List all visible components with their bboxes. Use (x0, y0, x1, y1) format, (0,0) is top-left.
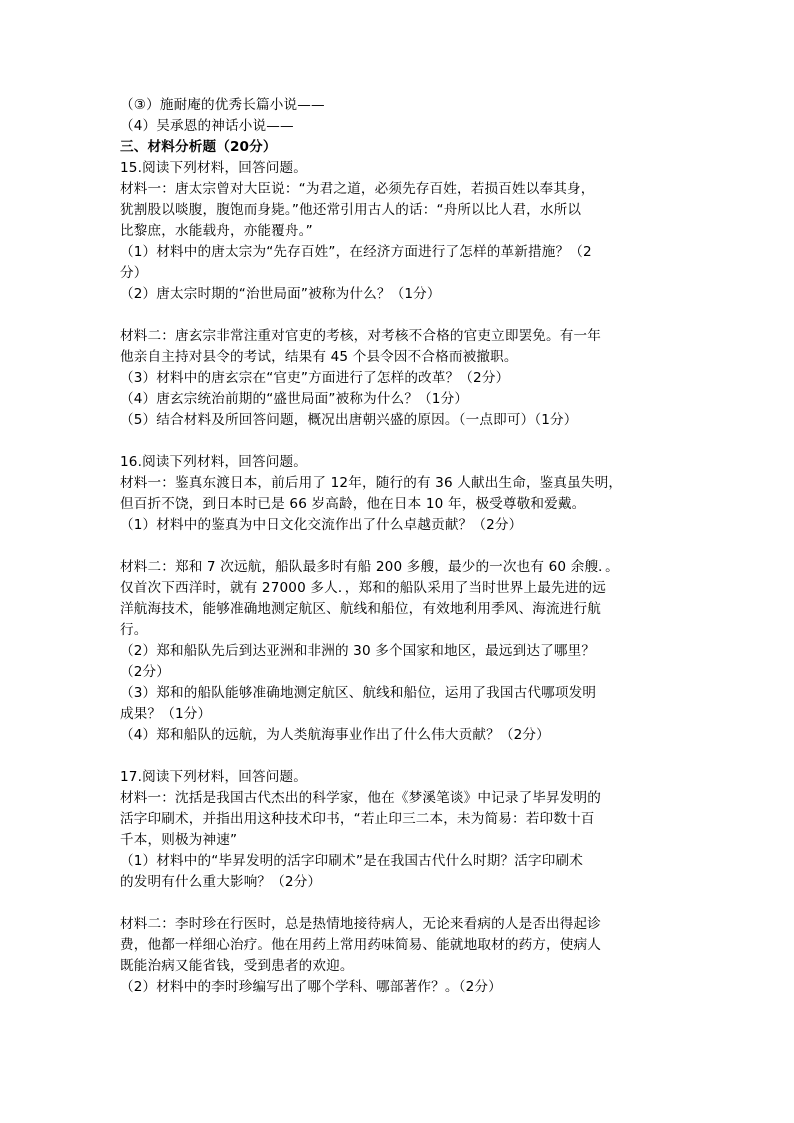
question-16-title: 16.阅读下列材料，回答问题。 (120, 454, 307, 470)
q15-material-2-line: 材料二：唐玄宗非常注重对官吏的考核，对考核不合格的官吏立即罢免。有一年 (120, 328, 602, 344)
question-14-item-4: （4）吴承恩的神话小说—— (120, 118, 294, 134)
question-15-title: 15.阅读下列材料，回答问题。 (120, 160, 307, 176)
q16-subquestion-4: （4）郑和船队的远航，为人类航海事业作出了什么伟大贡献？（2分） (120, 727, 550, 743)
q16-subquestion-3-cont: 成果？（1分） (120, 706, 212, 722)
q15-material-1-line: 材料一：唐太宗曾对大臣说：“为君之道，必须先存百姓，若损百姓以奉其身， (120, 181, 595, 197)
q16-material-2-line: 材料二：郑和 7 次远航，船队最多时有船 200 多艘，最少的一次也有 60 余艘．。 (120, 559, 619, 575)
q17-subquestion-1-cont: 的发明有什么重大影响？（2分） (120, 874, 322, 890)
q15-material-2-line: 他亲自主持对县令的考试，结果有 45 个县令因不合格而被撤职。 (120, 349, 518, 365)
q15-subquestion-1: （1）材料中的唐太宗为“先存百姓”，在经济方面进行了怎样的革新措施？（2 (120, 244, 592, 260)
q17-material-2-line: 费，他都一样细心治疗。他在用药上常用药味简易、能就地取材的药方，使病人 (120, 937, 602, 953)
q17-material-1-line: 活字印刷术，并指出用这种技术印书，“若止印三二本，未为简易：若印数十百 (120, 811, 595, 827)
question-17-title: 17.阅读下列材料，回答问题。 (120, 769, 307, 785)
q15-subquestion-4: （4）唐玄宗统治前期的“盛世局面”被称为什么？（1分） (120, 391, 469, 407)
q15-material-1-line: 比黎庶，水能载舟，亦能覆舟。” (120, 223, 313, 239)
q16-subquestion-2-cont: （2分） (120, 664, 171, 680)
q16-subquestion-3: （3）郑和的船队能够准确地测定航区、航线和船位，运用了我国古代哪项发明 (120, 685, 597, 701)
q16-subquestion-2: （2）郑和船队先后到达亚洲和非洲的 30 多个国家和地区，最远到达了哪里？ (120, 643, 596, 659)
q17-material-1-line: 材料一：沈括是我国古代杰出的科学家，他在《梦溪笔谈》中记录了毕昇发明的 (120, 790, 602, 806)
q16-subquestion-1: （1）材料中的鉴真为中日文化交流作出了什么卓越贡献？（2分） (120, 517, 523, 533)
q16-material-1-line: 材料一：鉴真东渡日本，前后用了 12年，随行的有 36 人献出生命，鉴真虽失明， (120, 475, 623, 491)
q16-material-2-line: 洋航海技术，能够准确地测定航区、航线和船位，有效地利用季风、海流进行航 (120, 601, 602, 617)
q17-material-2-line: 既能治病又能省钱，受到患者的欢迎。 (120, 958, 354, 974)
q15-subquestion-3: （3）材料中的唐玄宗在“官吏”方面进行了怎样的改革？（2分） (120, 370, 510, 386)
q17-subquestion-2: （2）材料中的李时珍编写出了哪个学科、哪部著作？。（2分） (120, 979, 502, 995)
q16-material-1-line: 但百折不饶，到日本时已是 66 岁高龄，他在日本 10 年，极受尊敬和爱戴。 (120, 496, 586, 512)
q16-material-2-line: 仅首次下西洋时，就有 27000 多人．，郑和的船队采用了当时世界上最先进的远 (120, 580, 606, 596)
q15-subquestion-1-cont: 分） (120, 265, 148, 281)
question-14-item-3: （③）施耐庵的优秀长篇小说—— (120, 97, 325, 113)
q15-subquestion-2: （2）唐太宗时期的“治世局面”被称为什么？（1分） (120, 286, 441, 302)
q16-material-2-line: 行。 (120, 622, 148, 638)
section-heading-material-analysis: 三、材料分析题（20分） (120, 139, 277, 155)
q17-material-1-line: 千本，则极为神速” (120, 832, 238, 848)
q15-material-1-line: 犹割股以啖腹，腹饱而身毙。”他还常引用古人的话：“舟所以比人君，水所以 (120, 202, 582, 218)
q17-subquestion-1: （1）材料中的“毕昇发明的活字印刷术”是在我国古代什么时期？活字印刷术 (120, 853, 583, 869)
q15-subquestion-5: （5）结合材料及所回答问题，概况出唐朝兴盛的原因。（一点即可）（1分） (120, 412, 578, 428)
q17-material-2-line: 材料二：李时珍在行医时，总是热情地接待病人，无论来看病的人是否出得起诊 (120, 916, 602, 932)
